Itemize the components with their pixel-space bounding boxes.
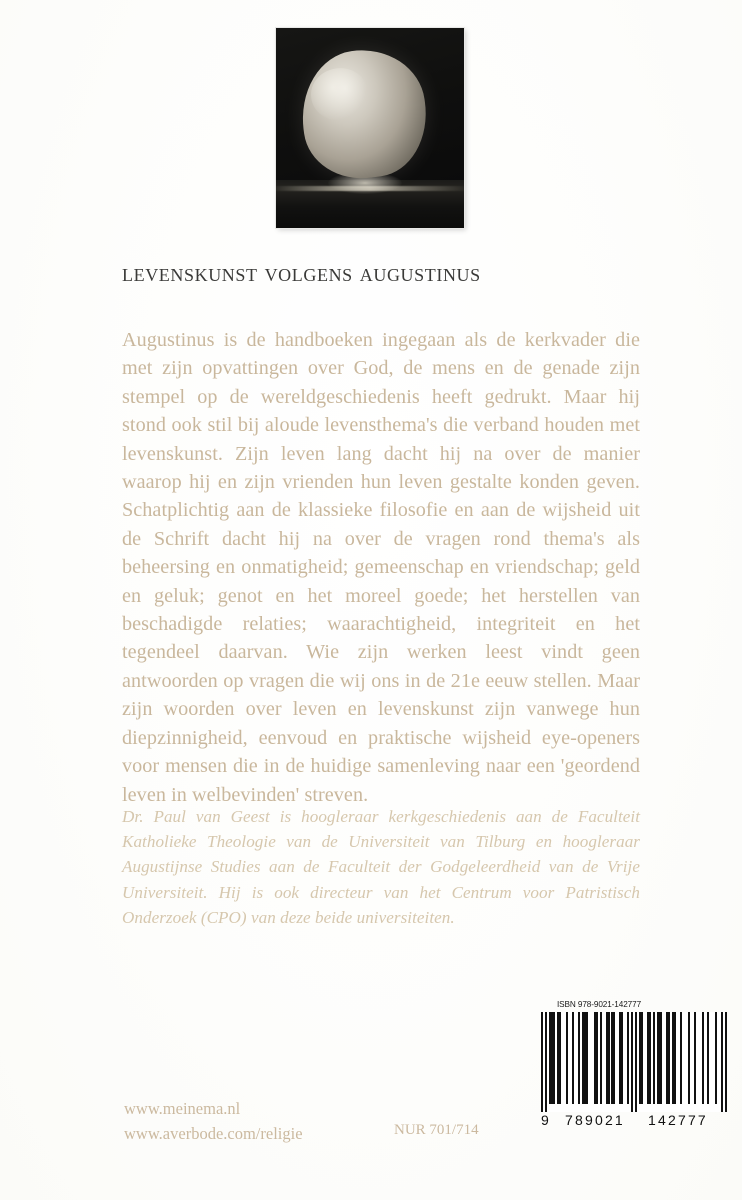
barcode-block xyxy=(541,1000,727,1129)
barcode-digits-left: 789021 xyxy=(565,1112,625,1128)
author-bio-text: Dr. Paul van Geest is hoogleraar kerkgeschiedenis aan de Faculteit Katholieke Theologie van de Universiteit van Tilburg en hoogleraar Augustijnse Studies aan de Faculteit der Godgeleerdheid van de Vrije Universiteit. Hij is ook directeur van het Centrum voor Patristisch Onderzoek (CPO) van deze beide universiteiten. xyxy=(122,807,640,927)
barcode-bars xyxy=(541,1012,727,1112)
nur-code: NUR 701/714 xyxy=(394,1122,479,1138)
url-partner[interactable]: www.averbode.com/religie xyxy=(124,1124,303,1143)
blurb-text: Augustinus is de handboeken ingegaan als de kerkvader die met zijn opvattingen over God, de mens en de genade zijn stempel op de wereldgeschiedenis heeft gedrukt. Maar hij stond ook stil bij aloude levensthema's die verband houden met levenskunst. Zijn leven lang dacht hij na over de manier waarop hij en zijn vrienden hun leven gestalte konden geven. Schatplichtig aan de klassieke filosofie en aan de wijsheid uit de Schrift dacht hij na over de vragen rond thema's als beheersing en onmatigheid; gemeenschap en vriendschap; geld en geluk; genot en het moreel goede; het herstellen van beschadigde relaties; waarachtigheid, integriteit en het tegendeel daarvan. Wie zijn werken leest vindt geen antwoorden op vragen die wij ons in de 21e eeuw stellen. Maar zijn woorden over leven en levenskunst zijn vanwege hun diepzinnigheid, eenvoud en praktische wijsheid eye-openers voor mensen die in de huidige samenleving naar een 'geordend leven in welbevinden' streven. xyxy=(122,329,640,806)
barcode-digits-right: 142777 xyxy=(648,1112,708,1128)
barcode-digit-lead: 9 xyxy=(541,1112,551,1128)
page-title: levenskunst volgens augustinus xyxy=(122,258,481,287)
url-publisher[interactable]: www.meinema.nl xyxy=(124,1099,241,1118)
publisher-urls xyxy=(124,1096,303,1146)
barcode-digits xyxy=(541,1112,727,1129)
cover-photo xyxy=(276,28,464,228)
isbn-label: ISBN 978-9021-142777 xyxy=(557,1000,642,1009)
